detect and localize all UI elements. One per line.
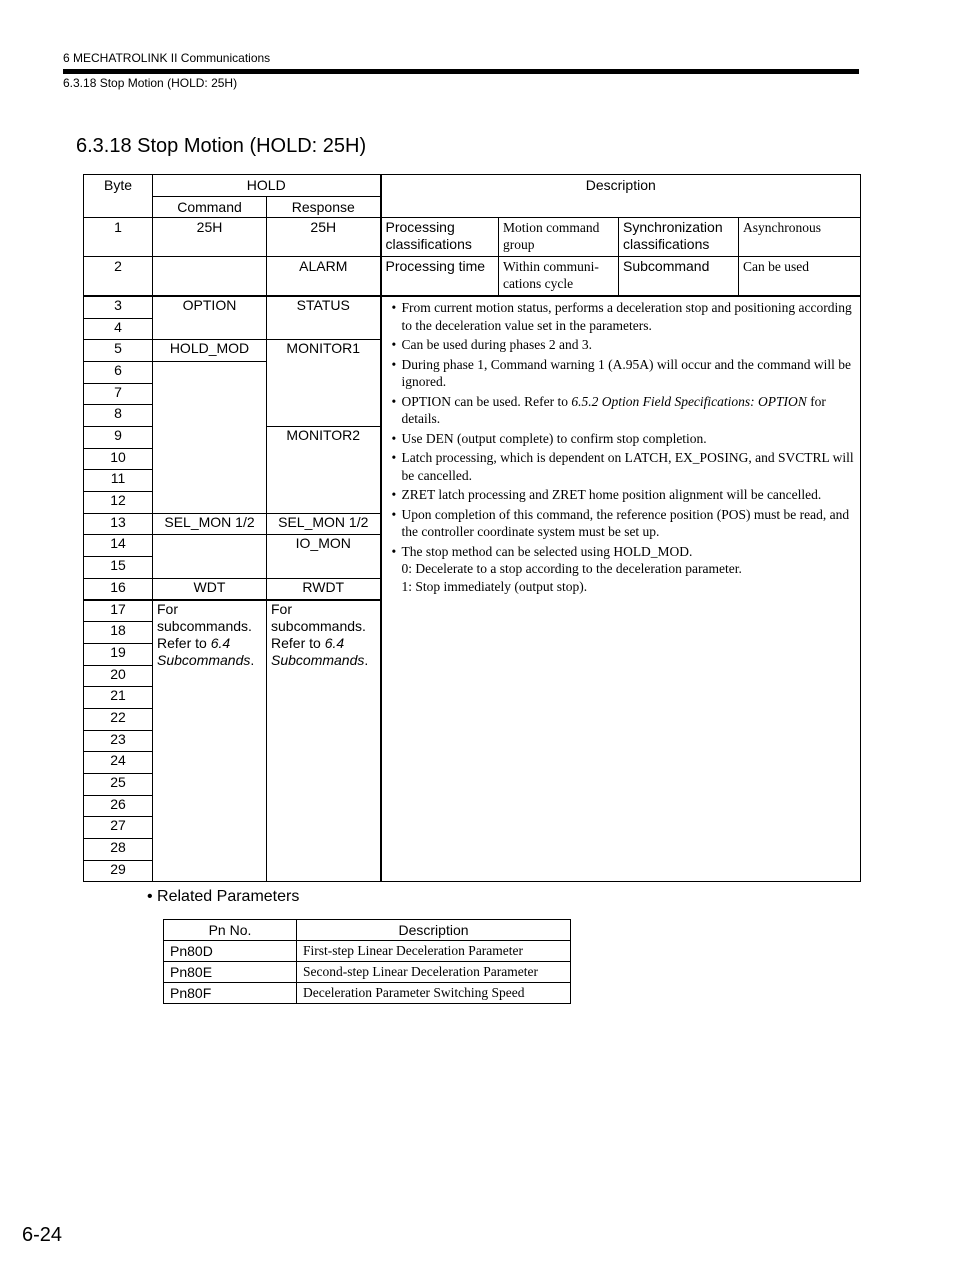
pn-number: Pn80E <box>164 962 297 983</box>
io-mon-field: IO_MON <box>267 535 381 578</box>
subcommand-text: . <box>250 652 255 668</box>
subcommand-text: . <box>364 652 369 668</box>
pn-number: Pn80F <box>164 983 297 1004</box>
command-cell <box>153 257 267 297</box>
subcommand-value: Can be used <box>739 257 861 297</box>
byte-cell: 22 <box>84 708 153 730</box>
byte-cell: 9 <box>84 427 153 449</box>
subcommand-command-cell <box>153 600 267 882</box>
byte-cell: 4 <box>84 318 153 340</box>
pn-description: Deceleration Parameter Switching Speed <box>297 983 571 1004</box>
note-item: • During phase 1, Command warning 1 (A.95A) will occur and the command will be ignored. <box>392 356 855 391</box>
subcommand-label: Subcommand <box>619 257 739 297</box>
note-reference: 6.5.2 Option Field Specifications: OPTION <box>571 393 807 409</box>
header-command: Command <box>153 196 267 218</box>
subcommand-reference: 6.4 Subcommands <box>157 635 251 668</box>
note-subitem: 0: Decelerate to a stop according to the deceleration parameter. <box>401 561 742 577</box>
byte-cell: 16 <box>84 578 153 600</box>
pn-description: Second-step Linear Deceleration Parameter <box>297 962 571 983</box>
note-item: • The stop method can be selected using HOLD_MOD. <box>392 543 855 561</box>
byte-cell: 10 <box>84 448 153 470</box>
byte-cell: 3 <box>84 296 153 318</box>
byte-cell: 2 <box>84 257 153 297</box>
subcommand-text: For subcommands. Refer to <box>271 601 366 651</box>
byte-cell: 23 <box>84 730 153 752</box>
pn-description: First-step Linear Deceleration Parameter <box>297 941 571 962</box>
header-response: Response <box>267 196 381 218</box>
byte-cell: 6 <box>84 361 153 383</box>
subcommand-reference: 6.4 Subcommands <box>271 635 365 668</box>
byte-cell: 8 <box>84 405 153 427</box>
header-pn-no: Pn No. <box>164 920 297 941</box>
byte-cell: 20 <box>84 665 153 687</box>
byte-cell: 21 <box>84 687 153 709</box>
byte-cell: 27 <box>84 817 153 839</box>
hold-command-table <box>83 174 861 882</box>
processing-time-value: Within communi-cations cycle <box>499 257 619 297</box>
reserved-command-cell <box>153 361 267 513</box>
note-item: • Use DEN (output complete) to confirm stop completion. <box>392 430 855 448</box>
note-item: • Upon completion of this command, the reference position (POS) must be read, and the controller coordinate system must be set up. <box>392 506 855 541</box>
note-item: • Latch processing, which is dependent on LATCH, EX_POSING, and SVCTRL will be cancelled. <box>392 449 855 484</box>
byte-cell: 19 <box>84 643 153 665</box>
byte-cell: 11 <box>84 470 153 492</box>
byte-cell: 26 <box>84 795 153 817</box>
page-title: 6.3.18 Stop Motion (HOLD: 25H) <box>76 135 367 157</box>
note-item: • From current motion status, performs a deceleration stop and positioning according to the deceleration value set in the parameters. <box>392 299 855 334</box>
synchronization-classifications-label: Synchronization classifications <box>619 218 739 257</box>
hold-mod-field: HOLD_MOD <box>153 340 267 362</box>
sel-mon-command-field: SEL_MON 1/2 <box>153 513 267 535</box>
note-item: • ZRET latch processing and ZRET home position alignment will be cancelled. <box>392 486 855 504</box>
processing-time-label: Processing time <box>381 257 499 297</box>
byte-cell: 18 <box>84 622 153 644</box>
processing-classifications-label: Processing classifications <box>381 218 499 257</box>
processing-classifications-value: Motion command group <box>499 218 619 257</box>
sel-mon-response-field: SEL_MON 1/2 <box>267 513 381 535</box>
note-text: OPTION can be used. Refer to <box>401 393 572 409</box>
byte-cell: 17 <box>84 600 153 622</box>
reserved-command-cell <box>153 535 267 578</box>
byte-cell: 24 <box>84 752 153 774</box>
description-notes <box>381 296 861 882</box>
response-cell: 25H <box>267 218 381 257</box>
byte-cell: 28 <box>84 839 153 861</box>
subcommand-text: For subcommands. Refer to <box>157 601 252 651</box>
status-field: STATUS <box>267 296 381 339</box>
byte-cell: 5 <box>84 340 153 362</box>
related-parameters-table <box>163 919 571 1004</box>
header-byte: Byte <box>84 175 153 218</box>
byte-cell: 1 <box>84 218 153 257</box>
wdt-field: WDT <box>153 578 267 600</box>
command-cell: 25H <box>153 218 267 257</box>
header-description: Description <box>381 175 861 218</box>
byte-cell: 15 <box>84 557 153 579</box>
note-item: • Can be used during phases 2 and 3. <box>392 336 855 354</box>
option-field: OPTION <box>153 296 267 339</box>
header-description: Description <box>297 920 571 941</box>
header-rule <box>63 69 859 74</box>
byte-cell: 25 <box>84 774 153 796</box>
byte-cell: 12 <box>84 492 153 514</box>
byte-cell: 7 <box>84 383 153 405</box>
pn-number: Pn80D <box>164 941 297 962</box>
header-hold: HOLD <box>153 175 381 197</box>
note-text: for details. <box>401 393 826 427</box>
response-cell: ALARM <box>267 257 381 297</box>
synchronization-classifications-value: Asynchronous <box>739 218 861 257</box>
related-parameters-heading: • Related Parameters <box>147 888 300 905</box>
byte-cell: 29 <box>84 860 153 882</box>
note-item <box>392 393 855 428</box>
note-subitem: 1: Stop immediately (output stop). <box>401 578 588 594</box>
page-number: 6-24 <box>22 1224 63 1246</box>
monitor1-field: MONITOR1 <box>267 340 381 427</box>
subcommand-response-cell <box>267 600 381 882</box>
rwdt-field: RWDT <box>267 578 381 600</box>
byte-cell: 14 <box>84 535 153 557</box>
byte-cell: 13 <box>84 513 153 535</box>
running-header-chapter: 6 MECHATROLINK II Communications <box>63 51 271 65</box>
monitor2-field: MONITOR2 <box>267 427 381 514</box>
running-header-section: 6.3.18 Stop Motion (HOLD: 25H) <box>63 76 238 90</box>
